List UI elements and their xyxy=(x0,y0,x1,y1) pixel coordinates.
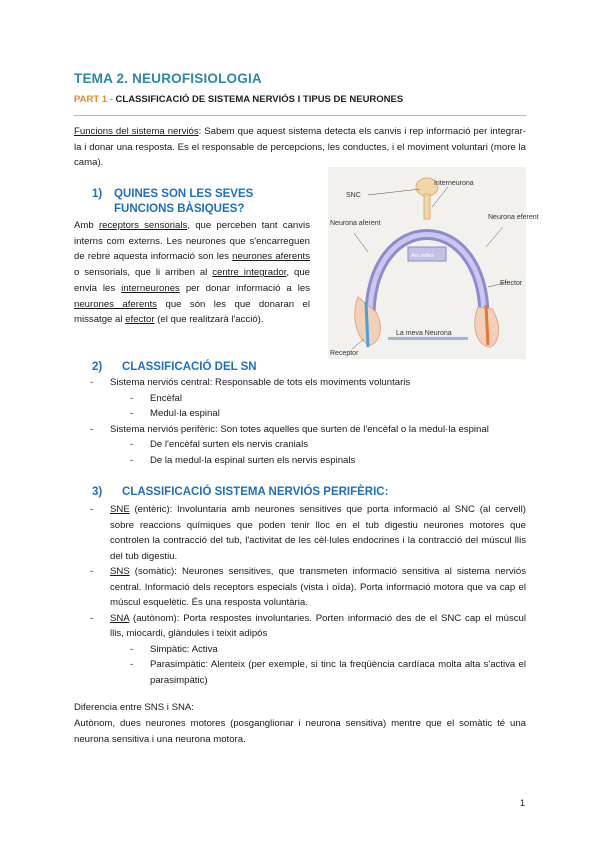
difference-text: Autònom, dues neurones motores (posganglionar i neurona sensitiva) mentre que el somàtic té una neurona sensitiva i una neurona motora. xyxy=(74,718,526,745)
section-2-list xyxy=(90,375,530,468)
reflex-arc-illustration xyxy=(328,167,539,359)
label-snc: SNC xyxy=(346,192,361,199)
label-neurona-aferent: Neurona aferent xyxy=(330,220,381,227)
label-la-meva-neurona: La meva Neurona xyxy=(396,330,452,337)
list-item-sna: - SNA (autònom): Porta respostes involuntaries. Porten informació des de el SNC cap el múscul llis, miocardi, glàndules i teixit adipós xyxy=(90,612,526,639)
list-subitem: - Encèfal xyxy=(130,392,182,404)
list-item: - Sistema nerviós perifèric: Son totes aquelles que surten de l'encèfal o la medul·la espinal xyxy=(90,423,489,435)
list-item: - Sistema nerviós central: Responsable de tots els moviments voluntaris xyxy=(90,377,411,388)
list-subitem: - Parasimpàtic: Alenteix (per exemple, si tinc la freqüència cardíaca molta alta s'activa el parasimpàtic) xyxy=(130,659,526,686)
page-subtitle xyxy=(74,94,403,105)
list-item-sns: - SNS (somàtic): Neurones sensitives, que transmeten informació sensitiva al sistema nerviós central. Informació dels receptors especials (vista i oïda). Porta informació motora que va cap el múscul esquelètic. És una resposta voluntària. xyxy=(90,566,526,608)
section-3-list xyxy=(90,502,526,688)
label-efector: Efector xyxy=(500,280,523,287)
label-interneurona: Interneurona xyxy=(434,180,474,187)
list-subitem: - De l'encèfal surten els nervis cranials xyxy=(130,439,309,450)
list-subitem: - Medul·la espinal xyxy=(130,408,220,419)
label-arc-reflex: Arc reflex xyxy=(411,253,435,259)
intro-paragraph: Funcions del sistema nerviós: Sabem que aquest sistema detecta els canvis i rep informació per integrar-la i donar una resposta. Es el responsable de percepcions, les conductes, i el moviment voluntari (more la cama). xyxy=(74,126,526,168)
list-subitem: - Simpàtic: Activa xyxy=(130,643,218,655)
reflex-arc-figure xyxy=(328,167,539,359)
part-label: PART 1 - xyxy=(74,94,113,105)
list-subitem: - De la medul·la espinal surten els nervis espinals xyxy=(130,454,356,466)
subtitle-text: CLASSIFICACIÓ DE SISTEMA NERVIÓS I TIPUS DE NEURONES xyxy=(115,94,404,105)
difference-title: Diferencia entre SNS i SNA: xyxy=(74,702,194,713)
section-3-heading: 3) CLASSIFICACIÓ SISTEMA NERVIÓS PERIFÈRIC: xyxy=(92,486,389,498)
page-number: 1 xyxy=(520,798,526,808)
section-1-heading: 1) QUINES SON LES SEVES FUNCIONS BÀSIQUES? xyxy=(92,188,254,215)
page-title: TEMA 2. NEUROFISIOLOGIA xyxy=(74,71,262,86)
intro-term: Funcions del sistema nerviós xyxy=(74,126,199,137)
header-divider xyxy=(74,115,526,116)
section-1-paragraph: Amb receptors sensorials, que perceben tant canvis interns com externs. Les neurones que s'encarreguen de rebre aquesta informació son les neurones aferents o sensorials, que li arriben al centre integrador, que envia les interneurones per donar informació a les neurones aferents que són les que donaran el missatge al efector (el que realitzarà l'acció). xyxy=(74,220,311,326)
label-neurona-eferent: Neurona eferent xyxy=(488,214,539,221)
label-receptor: Receptor xyxy=(330,350,359,357)
section-2-heading: 2) CLASSIFICACIÓ DEL SN xyxy=(92,361,257,373)
list-item-sne: - SNE (entèric): Involuntaria amb neurones sensitives que porta informació al SNC (al cervell) sobre reaccions químiques que poden tenir lloc en el tub digestiu neurones motores que controlen la contracció del tub, l'activitat de les cèl·lules endocrines i la contracció del múscul llis del tub digestiu. xyxy=(90,504,526,562)
